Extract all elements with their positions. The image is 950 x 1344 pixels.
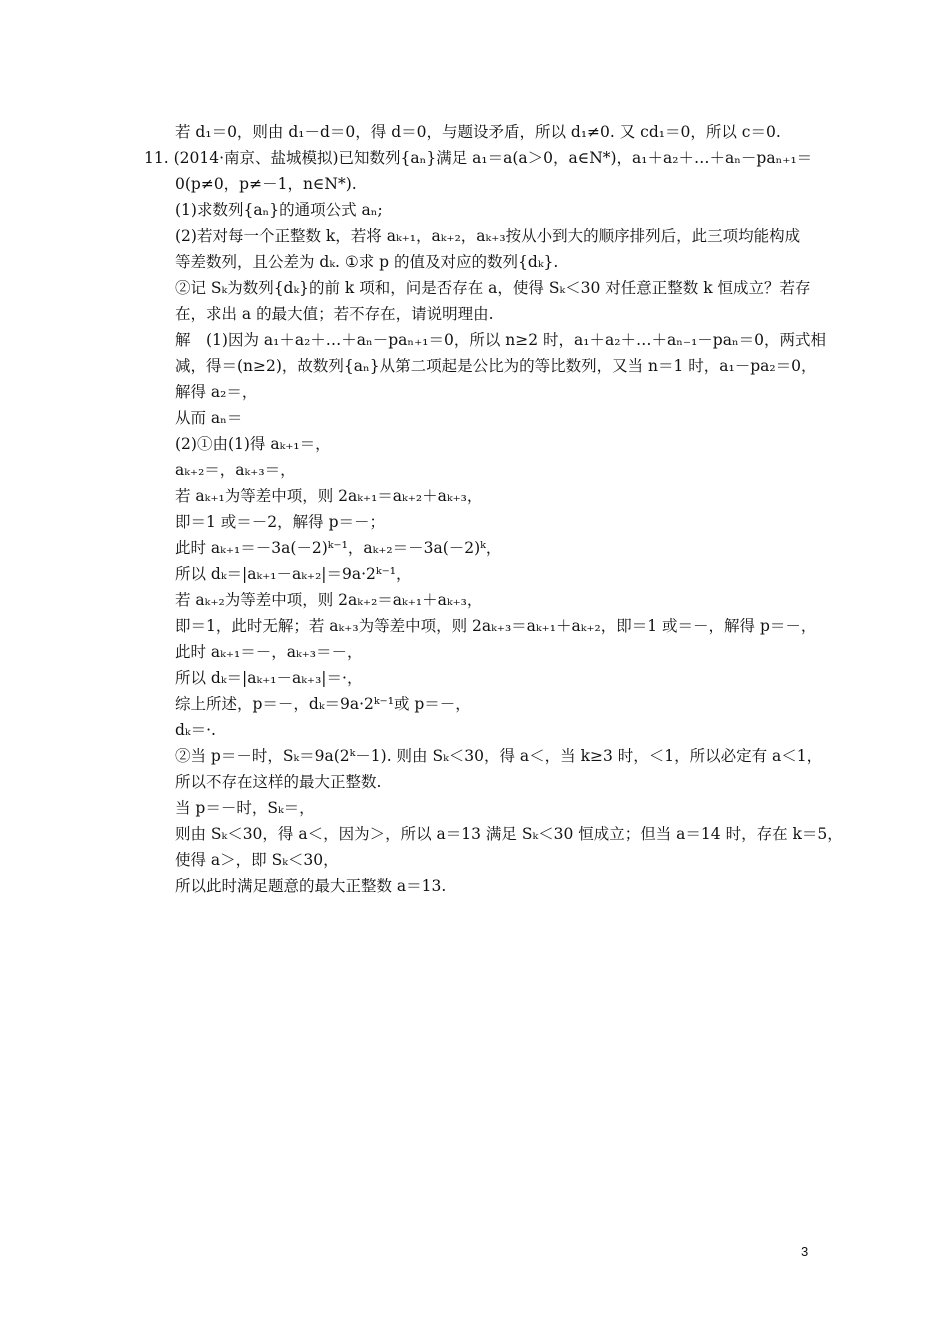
text-line: 0(p≠0，p≠－1，n∈N*). [175,175,357,193]
text-line: 则由 Sₖ＜30，得 a＜，因为＞，所以 a＝13 满足 Sₖ＜30 恒成立；但当 a＝14 时，存在 k＝5， [175,825,843,843]
text-line: 当 p＝－时，Sₖ＝， [175,799,315,817]
text-line: 减，得＝(n≥2)，故数列{aₙ}从第二项起是公比为的等比数列，又当 n＝1 时，a₁－pa₂＝0， [175,357,817,375]
text-line: (2)①由(1)得 aₖ₊₁＝， [175,435,331,453]
text-line: 综上所述，p＝－，dₖ＝9a·2ᵏ⁻¹或 p＝－， [175,695,471,713]
text-line: 解得 a₂＝， [175,383,258,401]
text-line: 若 aₖ₊₁为等差中项，则 2aₖ₊₁＝aₖ₊₂＋aₖ₊₃， [175,487,483,505]
question-part-2-ii: ②记 Sₖ为数列{dₖ}的前 k 项和，问是否存在 a，使得 Sₖ＜30 对任意正整数 k 恒成立？若存 [175,279,811,297]
text-line: 使得 a＞，即 Sₖ＜30， [175,851,339,869]
text-line: 即＝1，此时无解；若 aₖ₊₃为等差中项，则 2aₖ₊₃＝aₖ₊₁＋aₖ₊₂，即＝1 或＝－，解得 p＝－， [175,617,817,635]
text-line: 从而 aₙ＝ [175,409,243,427]
question-part-2: (2)若对每一个正整数 k，若将 aₖ₊₁，aₖ₊₂，aₖ₊₃按从小到大的顺序排列后，此三项均能构成 [175,227,801,245]
text-line: 若 aₖ₊₂为等差中项，则 2aₖ₊₂＝aₖ₊₁＋aₖ₊₃， [175,591,483,609]
question-part-1: (1)求数列{aₙ}的通项公式 aₙ; [175,201,383,219]
text-line: 所以 dₖ＝|aₖ₊₁－aₖ₊₃|＝·， [175,669,363,687]
text-line: 所以此时满足题意的最大正整数 a＝13. [175,877,447,895]
solution-start: 解 (1)因为 a₁＋a₂＋…＋aₙ－paₙ₊₁＝0，所以 n≥2 时，a₁＋a₂＋…＋aₙ₋₁－paₙ＝0，两式相 [175,331,827,349]
text-line: 此时 aₖ₊₁＝－，aₖ₊₃＝－， [175,643,363,661]
text-line: 若 d₁＝0，则由 d₁－d＝0，得 d＝0，与题设矛盾，所以 d₁≠0. 又 cd₁＝0，所以 c＝0. [175,123,781,141]
text-line: 所以不存在这样的最大正整数. [175,773,382,791]
text-line: 在，求出 a 的最大值；若不存在，请说明理由. [175,305,494,323]
text-line: aₖ₊₂＝，aₖ₊₃＝， [175,461,296,479]
text-line: ②当 p＝－时，Sₖ＝9a(2ᵏ－1). 则由 Sₖ＜30，得 a＜，当 k≥3 时，＜1，所以必定有 a＜1， [175,747,823,765]
page-number: 3 [801,1244,809,1259]
text-line: 此时 aₖ₊₁＝－3a(－2)ᵏ⁻¹，aₖ₊₂＝－3a(－2)ᵏ， [175,539,502,557]
text-line: 所以 dₖ＝|aₖ₊₁－aₖ₊₂|＝9a·2ᵏ⁻¹， [175,565,412,583]
problem-11-header: 11. (2014·南京、盐城模拟)已知数列{aₙ}满足 a₁＝a(a＞0，a∈N*)，a₁＋a₂＋…＋aₙ－paₙ₊₁＝ [144,149,813,167]
text-line: 即＝1 或＝－2，解得 p＝－； [175,513,386,531]
text-line: 等差数列，且公差为 dₖ. ①求 p 的值及对应的数列{dₖ}. [175,253,559,271]
text-line: dₖ＝·. [175,721,216,739]
